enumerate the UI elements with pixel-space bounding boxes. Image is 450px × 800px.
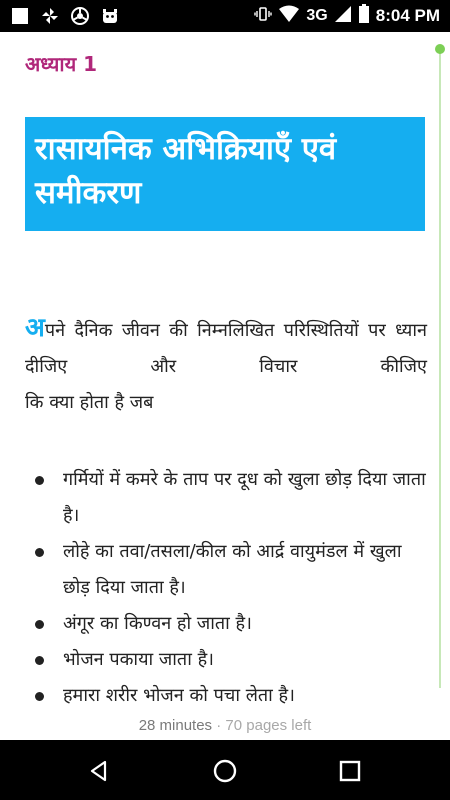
list-item-text: लोहे का तवा/तसला/कील को आर्द्र वायुमंडल में खुला छोड़ दिया जाता है। [63, 541, 402, 598]
chapter-label: अध्याय 1 [25, 52, 98, 76]
intro-paragraph [25, 310, 427, 421]
bullet-icon [35, 476, 44, 485]
pages-left-label: 70 pages left [225, 717, 312, 734]
home-button[interactable] [208, 754, 242, 788]
list-item [25, 534, 430, 606]
intro-line-1: पने दैनिक जीवन की निम्नलिखित [44, 320, 275, 341]
bullet-icon [35, 656, 44, 665]
reading-progress-track[interactable] [439, 48, 441, 688]
bullet-icon [35, 548, 44, 557]
bullet-icon [35, 692, 44, 701]
battery-icon [358, 4, 370, 28]
wifi-icon [278, 5, 300, 27]
recents-button[interactable] [333, 754, 367, 788]
time-left-label: 28 minutes [138, 717, 213, 734]
list-item [25, 462, 430, 534]
list-item-text: हमारा शरीर भोजन को पचा लेता है। [63, 685, 295, 706]
intro-line-2: परिस्थितियों पर ध्यान दीजिए और विचार कीजिए [25, 320, 427, 377]
clock: 8:04 PM [375, 6, 440, 25]
vibrate-icon [254, 5, 272, 27]
intro-line-3: कि क्या होता है जब [25, 392, 154, 413]
network-type: 3G [306, 7, 328, 24]
chapter-title-banner [25, 117, 425, 231]
back-button[interactable] [82, 754, 116, 788]
list-item-text: भोजन पकाया जाता है। [63, 649, 214, 670]
signal-icon [334, 5, 352, 27]
list-item [25, 642, 430, 678]
chrome-browser-icon [70, 6, 90, 26]
pinwheel-icon [40, 6, 60, 26]
list-item [25, 678, 430, 712]
android-robot-icon [100, 6, 120, 26]
system-indicators [254, 0, 440, 32]
back-icon [87, 759, 111, 783]
bullet-list [25, 462, 430, 712]
bullet-icon [35, 620, 44, 629]
dropcap: अ [25, 313, 45, 343]
status-bar [0, 0, 450, 32]
list-item-text: गर्मियों में कमरे के ताप पर दूध को खुला छोड़ दिया जाता है। [63, 469, 426, 526]
gallery-icon [10, 6, 30, 26]
reading-progress-info [0, 712, 450, 740]
list-item-text: अंगूर का किण्वन हो जाता है। [63, 613, 252, 634]
reading-progress-handle[interactable] [435, 44, 445, 54]
book-reader-page[interactable] [0, 32, 450, 712]
recents-icon [339, 760, 361, 782]
separator: · [212, 717, 226, 734]
notification-icons [10, 6, 120, 26]
navigation-bar [0, 740, 450, 800]
home-icon [212, 758, 238, 784]
chapter-title: रासायनिक अभिक्रियाएँ एवं समीकरण [35, 131, 337, 211]
list-item [25, 606, 430, 642]
